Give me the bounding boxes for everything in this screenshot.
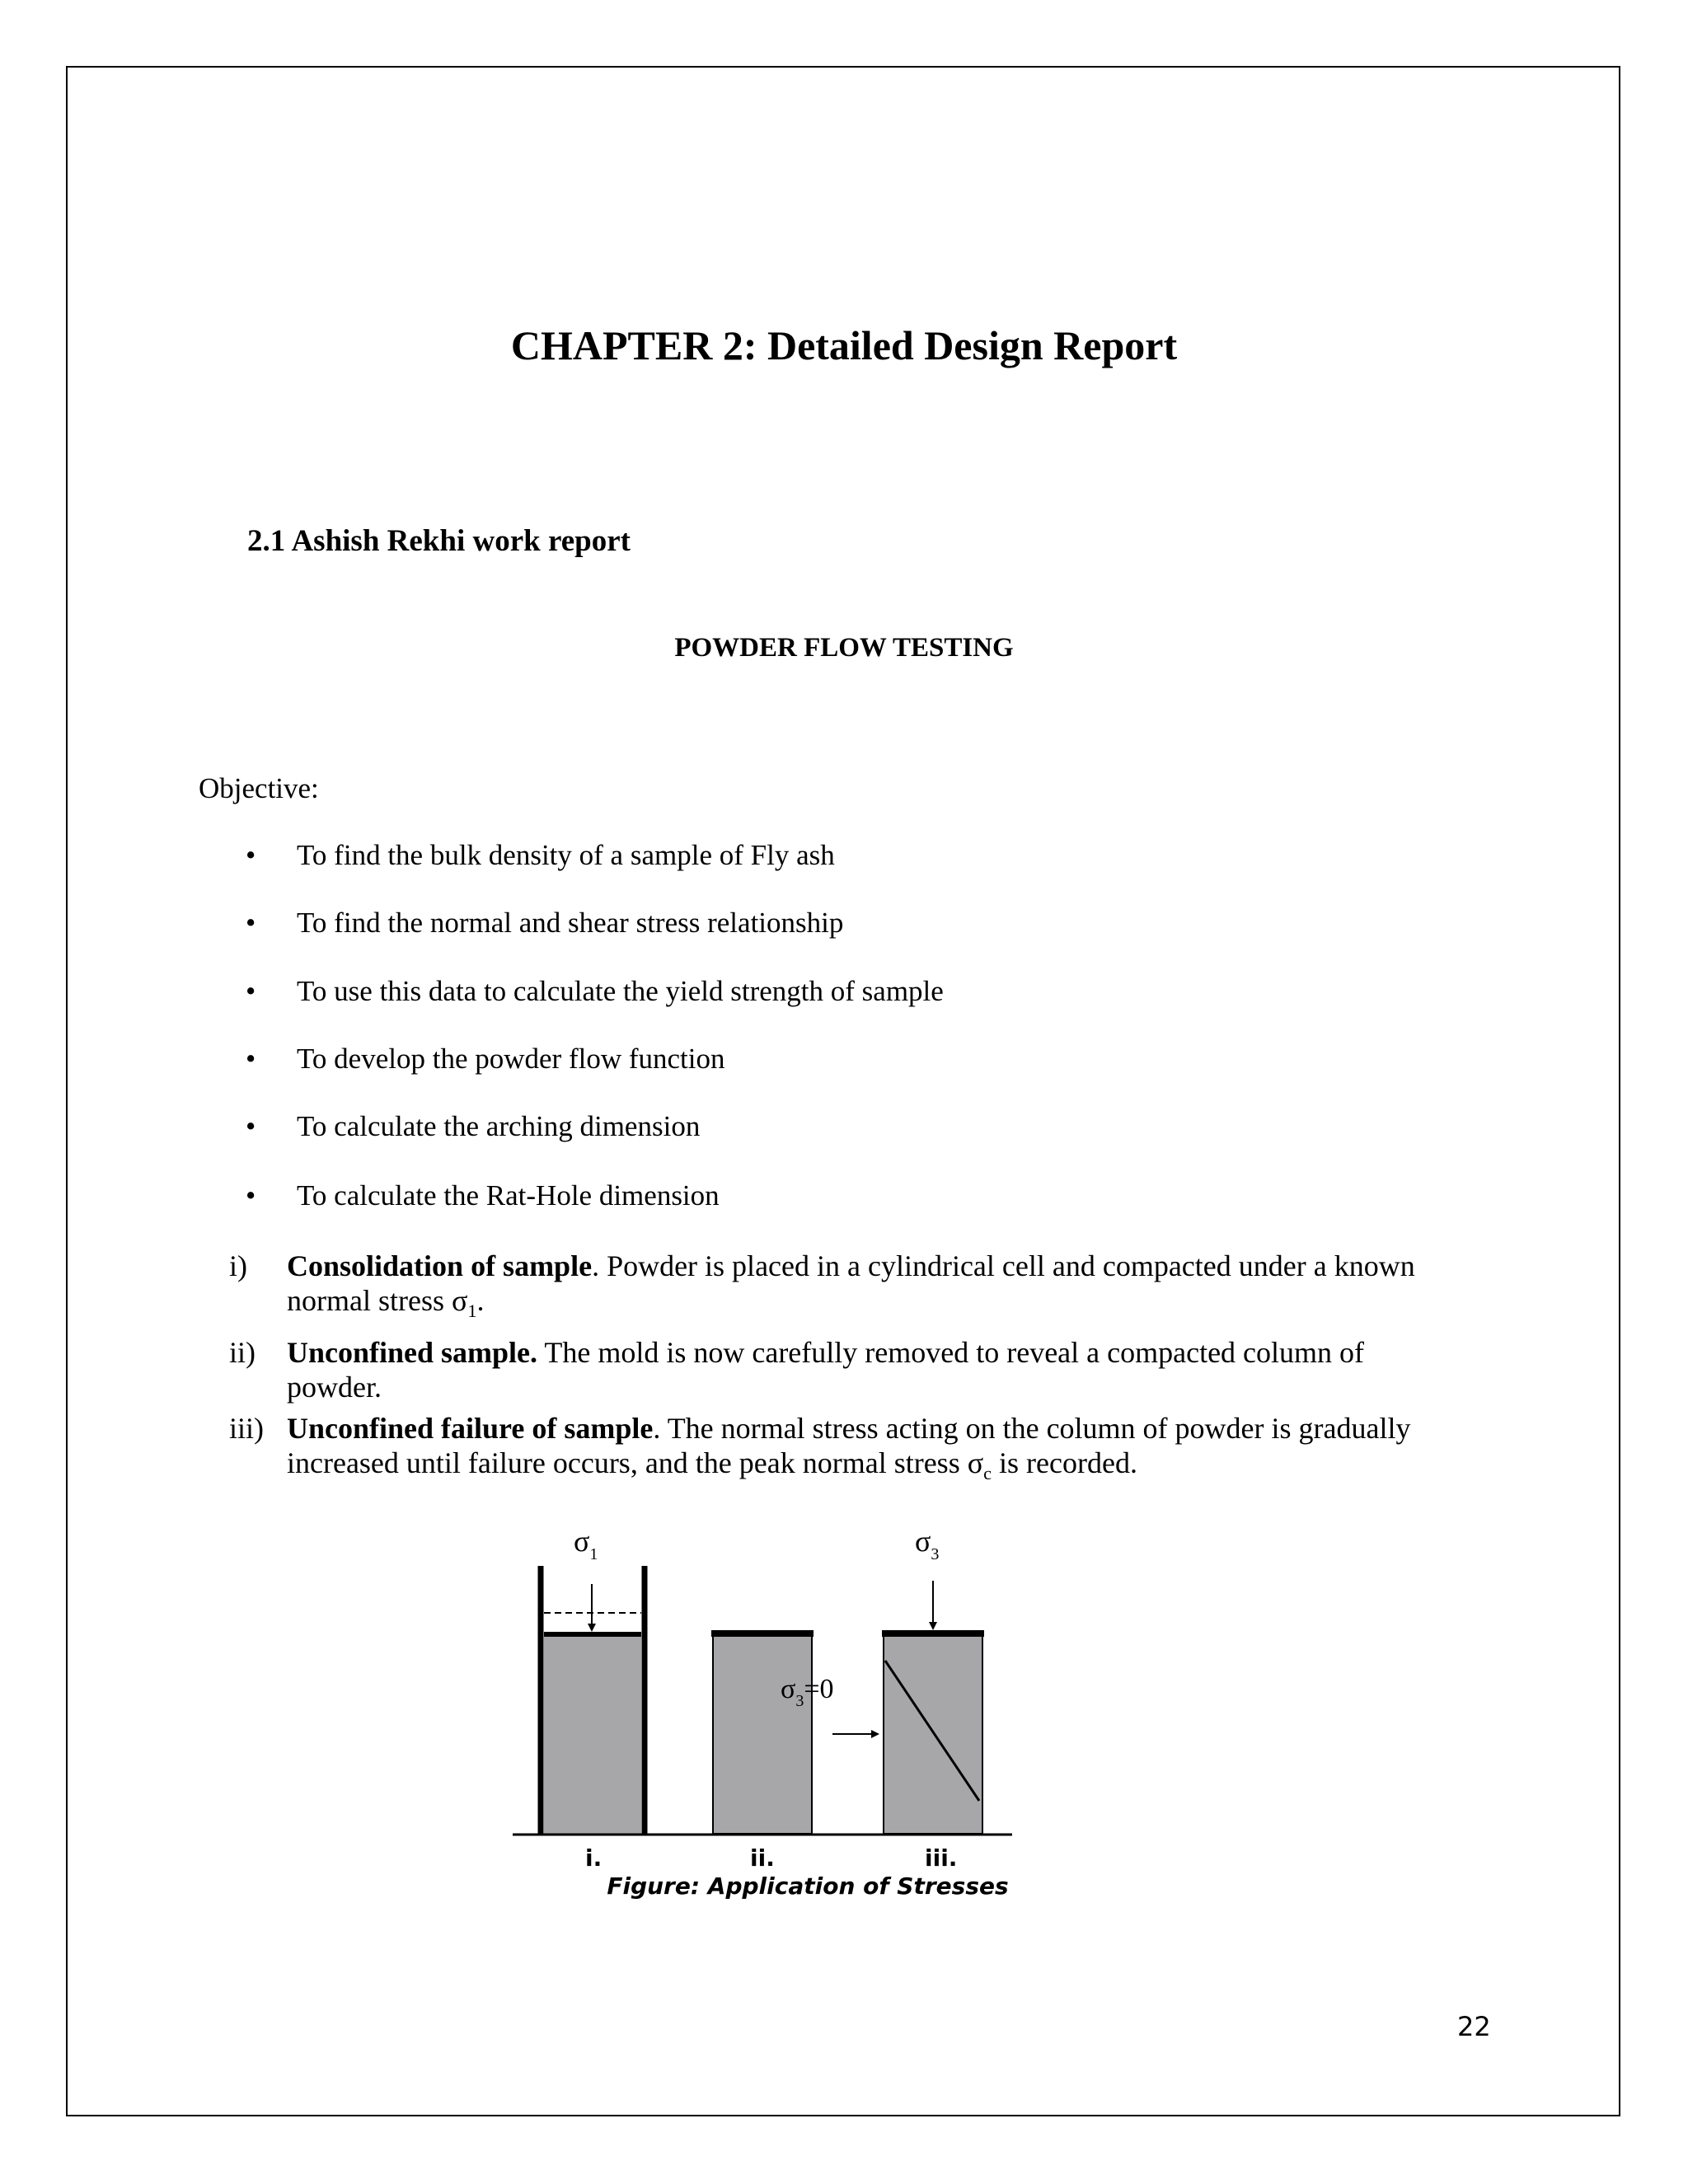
step-item: i) Consolidation of sample. Powder is placed in a cylindrical cell and compacted under a known normal stress $\sigma_1$. [229,1249,1415,1321]
stress-figure [503,1516,1030,1879]
sigma-1-label: $\sigma_1$ [574,1525,598,1563]
section-title: 2.1 Ashish Rekhi work report [247,524,631,558]
step-number: i) [229,1249,247,1282]
bullet-icon: • [246,1179,256,1212]
objective-label: Objective: [199,772,319,804]
bullet-icon: • [246,975,256,1007]
step-title: Unconfined failure of sample [287,1411,654,1445]
bullet-icon: • [246,839,256,871]
sample-fill [544,1636,641,1834]
panel-label-i: i. [585,1844,603,1872]
step-number: iii) [229,1411,264,1445]
sigma-3-top-label: $\sigma_3$ [915,1525,940,1563]
page-number: 22 [1457,2011,1491,2042]
step-number: ii) [229,1335,256,1369]
panel-label-ii: ii. [750,1844,775,1872]
figure-caption: Figure: Application of Stresses [607,1872,1009,1900]
step-item: iii) Unconfined failure of sample. The normal stress acting on the column of powder is gradually increased until failure occurs, and the peak normal stress $\sigma_c$ is recorded. [229,1411,1411,1483]
list-item: • To calculate the arching dimension [246,1110,701,1142]
list-item: • To develop the powder flow function [246,1043,725,1075]
chapter-title: CHAPTER 2: Detailed Design Report [510,322,1178,368]
panel-i [541,1525,645,1834]
list-item: • To find the normal and shear stress relationship [246,907,844,939]
step-title: Consolidation of sample [287,1249,593,1282]
panel-label-iii: iii. [925,1844,958,1872]
panel-ii [711,1633,834,1834]
list-item: • To use this data to calculate the yield strength of sample [246,975,944,1007]
list-item: • To calculate the Rat-Hole dimension [246,1179,720,1212]
sample-fill [713,1634,812,1834]
bullet-icon: • [246,907,256,939]
sigma-3-side-label: $\sigma_3=0$ [781,1674,834,1710]
subheading: POWDER FLOW TESTING [674,633,1014,663]
bullet-icon: • [246,1043,256,1075]
step-title: Unconfined sample. [287,1335,538,1369]
bullet-icon: • [246,1110,256,1142]
panel-iii [832,1525,984,1834]
procedure-steps [229,1249,1441,1497]
step-item: ii) Unconfined sample. The mold is now carefully removed to reveal a compacted column of powder. [229,1335,1365,1404]
list-item: • To find the bulk density of a sample of Fly ash [246,839,835,871]
